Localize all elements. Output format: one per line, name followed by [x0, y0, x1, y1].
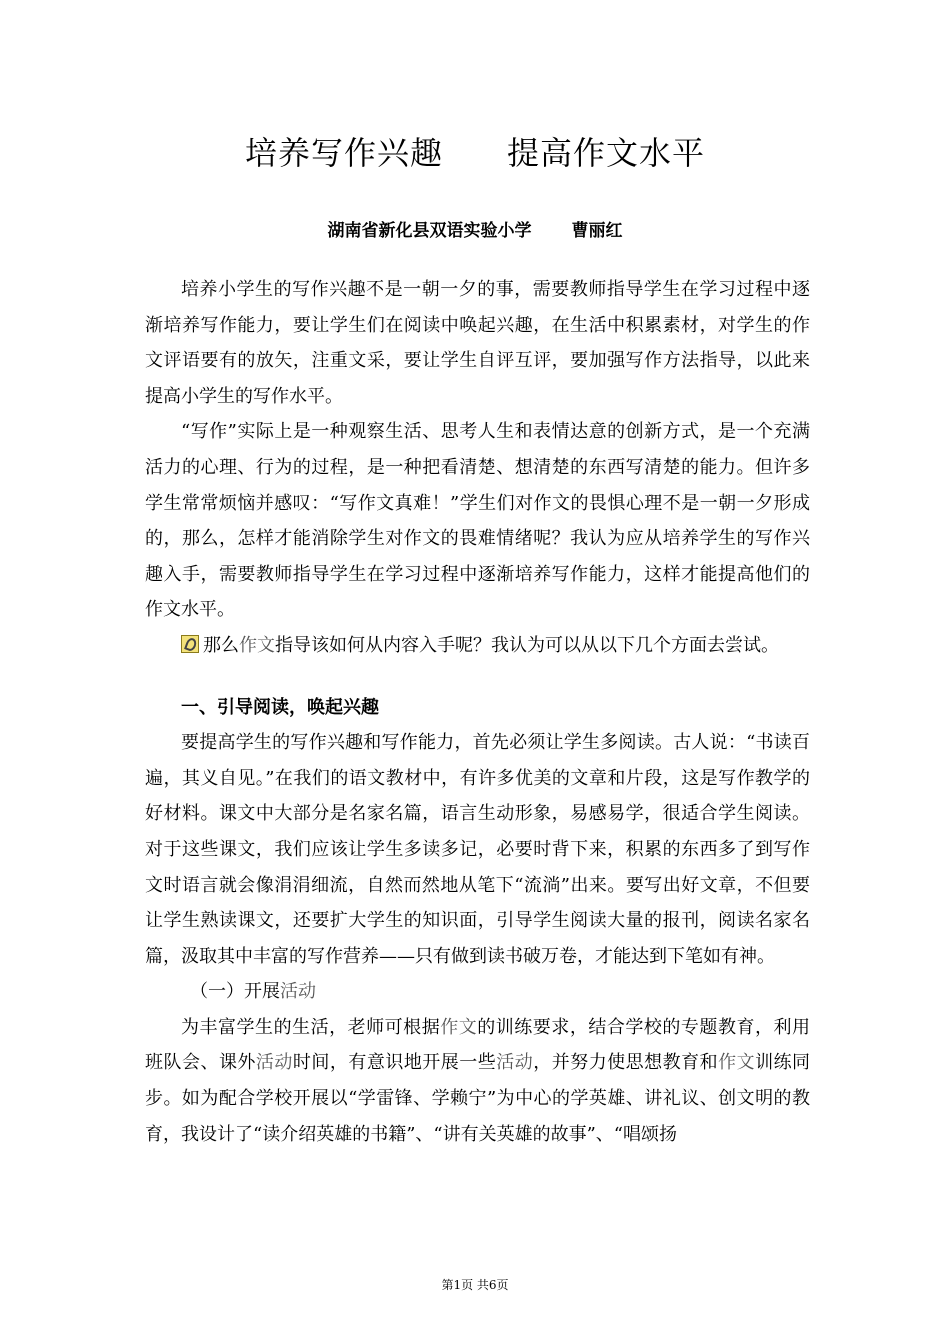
subsection-prefix: （一）开展: [190, 981, 280, 1003]
paragraph-intro: 培养小学生的写作兴趣不是一朝一夕的事，需要教师指导学生在学习过程中逐渐培养写作能力，要让学生们在阅读中唤起兴趣，在生活中积累素材，对学生的作文评语要有的放矢，注重文采，要让学生自评互评，要加强写作方法指导，以此来提高小学生的写作水平。: [145, 279, 810, 407]
text-span: 的训练要求，结合学校的专题教育，利用班队会、课外: [145, 1016, 811, 1074]
text-span: 训练同步。如为配合学校开展以“学雷锋、学赖宁”为中心的学英雄、讲礼议、创文明的教育，我设计了“读介绍英雄的书籍”、“讲有关英雄的故事”、“唱颂扬: [145, 1052, 811, 1145]
note-text-highlight: 作文: [239, 634, 275, 656]
paragraph-writing: “写作”实际上是一种观察生活、思考人生和表情达意的创新方式，是一个充满活力的心理、行为的过程，是一种把看清楚、想清楚的东西写清楚的能力。但许多学生常常烦恼并感叹：“写作文真难！”学生们对作文的畏惧心理不是一朝一夕形成的，那么，怎样才能消除学生对作文的畏难情绪呢？我认为应从培养学生的写作兴趣入手，需要教师指导学生在学习过程中逐渐培养写作能力，这样才能提高他们的作文水平。: [145, 421, 810, 621]
title-part-2: 提高作文水平: [507, 134, 706, 172]
text-span: 为丰富学生的生活，老师可根据: [181, 1016, 441, 1038]
subsection-highlight: 活动: [280, 981, 316, 1003]
author-name: 曹丽红: [571, 221, 623, 241]
highlight-span: 作文: [440, 1016, 478, 1038]
note-text-c: 指导该如何从内容入手呢？我认为可以从以下几个方面去尝试。: [275, 634, 779, 656]
paragraph-reading: 要提高学生的写作兴趣和写作能力，首先必须让学生多阅读。古人说：“书读百遍，其义自见。”在我们的语文教材中，有许多优美的文章和片段，这是写作教学的好材料。课文中大部分是名家名篇，语言生动形象，易感易学，很适合学生阅读。对于这些课文，我们应该让学生多读多记，必要时背下来，积累的东西多了到写作文时语言就会像涓涓细流，自然而然地从笔下“流淌”出来。要写出好文章，不但要让学生熟读课文，还要扩大学生的知识面，引导学生阅读大量的报刊，阅读名家名篇，汲取其中丰富的写作营养——只有做到读书破万卷，才能达到下笔如有神。: [145, 732, 810, 967]
comment-note-icon[interactable]: [181, 635, 199, 653]
author-school: 湖南省新化县双语实验小学: [327, 221, 532, 241]
author-line: [0, 216, 950, 241]
page-title: [0, 128, 950, 174]
highlight-span: 活动: [255, 1052, 293, 1074]
paragraph-activities: [145, 1010, 810, 1152]
page-footer: 第1页 共6页: [441, 1278, 509, 1292]
title-part-1: 培养写作兴趣: [244, 134, 443, 172]
text-span: ，并努力使思想教育和: [533, 1052, 719, 1074]
highlight-span: 活动: [496, 1052, 534, 1074]
subsection-heading: [145, 974, 810, 1010]
paragraph-question: [145, 628, 810, 664]
note-text-a: 那么: [203, 634, 239, 656]
highlight-span: 作文: [718, 1052, 756, 1074]
document-body: [145, 272, 810, 1152]
section-heading-1: 一、引导阅读，唤起兴趣: [181, 696, 379, 718]
text-span: 时间，有意识地开展一些: [292, 1052, 497, 1074]
